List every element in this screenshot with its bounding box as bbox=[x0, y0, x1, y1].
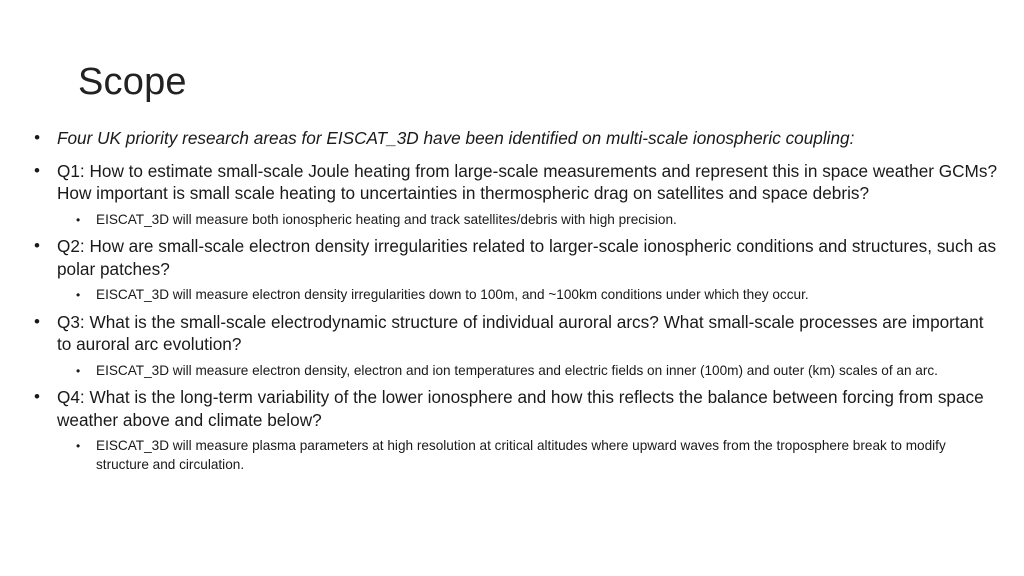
bullet-dot-icon: • bbox=[34, 128, 40, 147]
slide-title: Scope bbox=[78, 61, 187, 103]
bullet-dot-icon: • bbox=[34, 311, 40, 331]
question-q4-detail-text: EISCAT_3D will measure plasma parameters at high resolution at critical altitudes where upward waves from the troposphere break to modify structure and circulation. bbox=[96, 438, 946, 472]
sub-bullet-dot-icon: • bbox=[76, 288, 81, 302]
sub-bullet-dot-icon: • bbox=[76, 212, 81, 227]
question-q2-detail-text: EISCAT_3D will measure electron density irregularities down to 100m, and ~100km conditions under which they occur. bbox=[96, 287, 809, 302]
question-q1-line-2: How important is small scale heating to uncertainties in thermospheric drag on satellites and space debris? bbox=[57, 183, 870, 203]
bullet-dot-icon: • bbox=[34, 160, 40, 180]
bullet-dot-icon: • bbox=[34, 236, 40, 255]
question-q3-detail-text: EISCAT_3D will measure electron density, electron and ion temperatures and electric fields on inner (100m) and outer (km) scales of an arc. bbox=[96, 362, 938, 378]
question-q1-detail-text: EISCAT_3D will measure both ionospheric heating and track satellites/debris with high precision. bbox=[96, 211, 677, 227]
question-q2-text: Q2: How are small-scale electron density irregularities related to larger-scale ionospheric conditions and structures, such as polar patches? bbox=[57, 236, 997, 279]
question-q2-detail bbox=[30, 286, 998, 305]
question-q1-detail bbox=[30, 211, 998, 230]
intro-text: Four UK priority research areas for EISCAT_3D have been identified on multi-scale ionospheric coupling: bbox=[57, 128, 855, 148]
question-q1 bbox=[30, 160, 998, 205]
intro-bullet bbox=[30, 127, 998, 150]
bullet-dot-icon: • bbox=[34, 387, 40, 406]
question-q3-detail bbox=[30, 362, 998, 381]
question-q2 bbox=[30, 235, 998, 280]
question-q3-text: Q3: What is the small-scale electrodynamic structure of individual auroral arcs? What small-scale processes are important to auroral arc evolution? bbox=[57, 311, 984, 354]
question-q4-detail bbox=[30, 437, 998, 474]
question-q1-line-1: Q1: How to estimate small-scale Joule heating from large-scale measurements and represent this in space weather GCMs? bbox=[57, 160, 998, 181]
question-q4 bbox=[30, 386, 998, 431]
bullet-list bbox=[30, 127, 998, 480]
question-q4-text: Q4: What is the long-term variability of the lower ionosphere and how this reflects the balance between forcing from space weather above and climate below? bbox=[57, 387, 984, 430]
question-q3 bbox=[30, 311, 998, 356]
sub-bullet-dot-icon: • bbox=[76, 363, 81, 378]
sub-bullet-dot-icon: • bbox=[76, 439, 81, 453]
